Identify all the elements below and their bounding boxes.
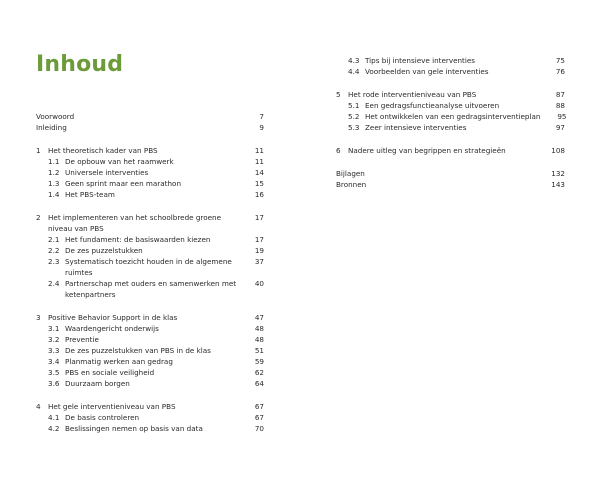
toc-entry-title: Geen sprint maar een marathon xyxy=(65,179,181,188)
toc-chapter-entry[interactable] xyxy=(36,312,264,323)
toc-section-entry[interactable] xyxy=(36,156,264,167)
toc-section-number: 5.1 xyxy=(348,101,360,110)
toc-entry-title: Preventie xyxy=(65,335,99,344)
toc-entry-title: De basis controleren xyxy=(65,413,140,422)
toc-entry-title: Nadere uitleg van begrippen en strategieën xyxy=(348,146,506,155)
toc-section-entry[interactable] xyxy=(36,323,264,334)
toc-entry-title: Het gele interventieniveau van PBS xyxy=(48,402,176,411)
toc-section-number: 4.1 xyxy=(48,413,60,422)
toc-section-number: 1.4 xyxy=(48,190,60,199)
toc-section-entry[interactable] xyxy=(336,55,565,66)
toc-entry-title: Waardengericht onderwijs xyxy=(65,324,159,333)
toc-section-number: 2.3 xyxy=(48,257,60,266)
toc-entry[interactable] xyxy=(336,168,565,179)
toc-page-number: 14 xyxy=(254,168,264,177)
toc-entry-title: Bijlagen xyxy=(336,169,365,178)
toc-entry-title: De opbouw van het raamwerk xyxy=(65,157,174,166)
toc-section-number: 4.3 xyxy=(348,56,360,65)
toc-entry-title: Planmatig werken aan gedrag xyxy=(65,357,173,366)
toc-section-number: 2.1 xyxy=(48,235,60,244)
toc-page-number: 62 xyxy=(254,368,264,377)
toc-section-entry[interactable] xyxy=(36,256,264,278)
toc-page-number: 143 xyxy=(551,180,565,189)
toc-section-entry[interactable] xyxy=(336,111,565,122)
toc-page-number: 97 xyxy=(555,123,565,132)
toc-spacer xyxy=(36,389,264,401)
toc-entry-title: Positive Behavior Support in de klas xyxy=(48,313,178,322)
toc-page-number: 48 xyxy=(254,335,264,344)
toc-entry-title: Systematisch toezicht houden in de algemene ruimtes xyxy=(65,257,232,277)
toc-entry-title: Het implementeren van het schoolbrede groene niveau van PBS xyxy=(48,213,222,233)
toc-section-entry[interactable] xyxy=(36,367,264,378)
toc-spacer xyxy=(336,133,565,145)
toc-spacer xyxy=(36,133,264,145)
toc-page-number: 95 xyxy=(557,112,567,121)
toc-section-number: 1.2 xyxy=(48,168,60,177)
toc-section-number: 1.3 xyxy=(48,179,60,188)
toc-page-number: 75 xyxy=(555,56,565,65)
toc-chapter-number: 2 xyxy=(36,213,41,222)
toc-section-number: 2.2 xyxy=(48,246,60,255)
toc-section-number: 2.4 xyxy=(48,279,60,288)
toc-section-number: 3.1 xyxy=(48,324,60,333)
toc-section-number: 4.2 xyxy=(48,424,60,433)
toc-section-entry[interactable] xyxy=(336,100,565,111)
toc-page-number: 7 xyxy=(259,112,264,121)
toc-page-number: 67 xyxy=(254,413,264,422)
toc-entry-title: Het rode interventieniveau van PBS xyxy=(348,90,477,99)
toc-chapter-entry[interactable] xyxy=(336,89,565,100)
toc-section-entry[interactable] xyxy=(36,378,264,389)
toc-spacer xyxy=(36,300,264,312)
toc-page-number: 16 xyxy=(254,190,264,199)
toc-column-right xyxy=(336,55,565,190)
toc-page-number: 11 xyxy=(254,157,264,166)
toc-page-number: 88 xyxy=(555,101,565,110)
toc-page-number: 70 xyxy=(254,424,264,433)
toc-chapter-number: 1 xyxy=(36,146,41,155)
toc-chapter-number: 3 xyxy=(36,313,41,322)
toc-section-number: 1.1 xyxy=(48,157,60,166)
toc-page-number: 108 xyxy=(551,146,565,155)
toc-column-left xyxy=(36,111,264,434)
toc-entry-title: Partnerschap met ouders en samenwerken met ketenpartners xyxy=(65,279,237,299)
toc-entry-title: De zes puzzelstukken xyxy=(65,246,143,255)
toc-section-entry[interactable] xyxy=(36,412,264,423)
toc-entry-title: Bronnen xyxy=(336,180,367,189)
toc-spacer xyxy=(336,77,565,89)
toc-section-number: 5.3 xyxy=(348,123,360,132)
toc-page-number: 76 xyxy=(555,67,565,76)
toc-page-number: 67 xyxy=(254,402,264,411)
toc-entry-title: Voorbeelden van gele interventies xyxy=(365,67,489,76)
toc-section-number: 3.6 xyxy=(48,379,60,388)
toc-section-number: 4.4 xyxy=(348,67,360,76)
toc-section-number: 5.2 xyxy=(348,112,360,121)
toc-section-entry[interactable] xyxy=(36,278,264,300)
toc-entry-title: Het theoretisch kader van PBS xyxy=(48,146,158,155)
toc-section-entry[interactable] xyxy=(36,234,264,245)
toc-chapter-entry[interactable] xyxy=(36,401,264,412)
toc-entry-title: Het PBS-team xyxy=(65,190,115,199)
toc-chapter-entry[interactable] xyxy=(36,212,264,234)
toc-entry-title: Inleiding xyxy=(36,123,67,132)
toc-chapter-number: 4 xyxy=(36,402,41,411)
toc-spacer xyxy=(336,156,565,168)
toc-page-number: 51 xyxy=(254,346,264,355)
toc-entry[interactable] xyxy=(36,122,264,133)
toc-entry-title: Zeer intensieve interventies xyxy=(365,123,467,132)
toc-entry[interactable] xyxy=(336,179,565,190)
toc-entry-title: Het fundament: de basiswaarden kiezen xyxy=(65,235,211,244)
toc-entry-title: Universele interventies xyxy=(65,168,149,177)
toc-section-number: 3.5 xyxy=(48,368,60,377)
toc-section-entry[interactable] xyxy=(36,189,264,200)
toc-spacer xyxy=(36,200,264,212)
toc-section-number: 3.2 xyxy=(48,335,60,344)
toc-section-entry[interactable] xyxy=(36,245,264,256)
toc-page-number: 59 xyxy=(254,357,264,366)
toc-page-number: 11 xyxy=(254,146,264,155)
toc-section-entry[interactable] xyxy=(36,345,264,356)
toc-section-entry[interactable] xyxy=(36,356,264,367)
toc-page-number: 17 xyxy=(254,235,264,244)
toc-entry[interactable] xyxy=(36,111,264,122)
toc-section-entry[interactable] xyxy=(36,423,264,434)
toc-page-number: 37 xyxy=(254,257,264,266)
toc-page-number: 19 xyxy=(254,246,264,255)
toc-entry-title: Voorwoord xyxy=(36,112,75,121)
toc-chapter-entry[interactable] xyxy=(36,145,264,156)
toc-entry-title: Een gedragsfunctieanalyse uitvoeren xyxy=(365,101,500,110)
toc-page-number: 40 xyxy=(254,279,264,288)
toc-entry-title: Het ontwikkelen van een gedragsinterventieplan xyxy=(365,112,541,121)
toc-entry-title: Tips bij intensieve interventies xyxy=(365,56,476,65)
toc-section-entry[interactable] xyxy=(36,167,264,178)
page-title: Inhoud xyxy=(36,52,124,77)
toc-chapter-number: 6 xyxy=(336,146,341,155)
toc-section-entry[interactable] xyxy=(36,178,264,189)
toc-entry-title: De zes puzzelstukken van PBS in de klas xyxy=(65,346,211,355)
toc-entry-title: PBS en sociale veiligheid xyxy=(65,368,155,377)
toc-section-number: 3.3 xyxy=(48,346,60,355)
toc-page-number: 15 xyxy=(254,179,264,188)
toc-section-entry[interactable] xyxy=(336,122,565,133)
toc-section-entry[interactable] xyxy=(36,334,264,345)
toc-section-entry[interactable] xyxy=(336,66,565,77)
toc-page-number: 47 xyxy=(254,313,264,322)
toc-section-number: 3.4 xyxy=(48,357,60,366)
toc-page-number: 48 xyxy=(254,324,264,333)
toc-entry-title: Beslissingen nemen op basis van data xyxy=(65,424,203,433)
toc-page-number: 132 xyxy=(551,169,565,178)
toc-page-number: 17 xyxy=(254,213,264,222)
toc-page-number: 9 xyxy=(259,123,264,132)
toc-page-number: 87 xyxy=(555,90,565,99)
toc-chapter-entry[interactable] xyxy=(336,145,565,156)
toc-entry-title: Duurzaam borgen xyxy=(65,379,130,388)
toc-page-number: 64 xyxy=(254,379,264,388)
toc-chapter-number: 5 xyxy=(336,90,341,99)
